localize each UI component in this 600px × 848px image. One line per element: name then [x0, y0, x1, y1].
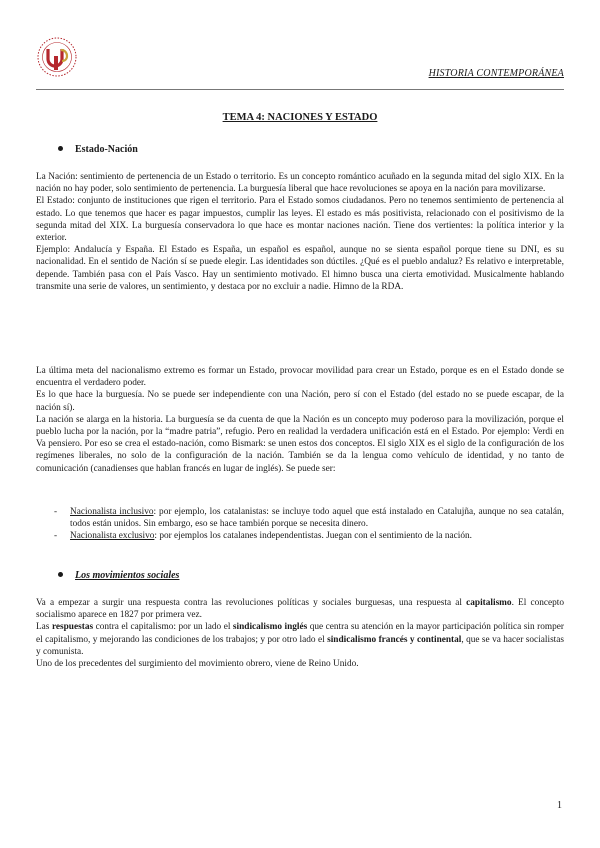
university-seal-icon [36, 36, 78, 78]
list-item [36, 506, 564, 530]
section-movimientos-body [36, 597, 564, 670]
course-title: HISTORIA CONTEMPORÁNEA [428, 68, 564, 79]
page-title: TEMA 4: NACIONES Y ESTADO [222, 112, 378, 123]
list-item-text: : por ejemplo, los catalanistas: se incluye todo aquel que está instalado en Catalujña, aunque no sea catalán, todos están unidos. Sin embargo, eso se hace también porque se necesita dinero. [70, 507, 564, 530]
dash-icon: - [54, 531, 58, 542]
section-heading-estado-nacion: Estado-Nación [58, 144, 138, 155]
paragraph: La última meta del nacionalismo extremo es formar un Estado, provocar movilidad para crear un Estado, porque es en el Estado donde se encuentra el verdadero poder. [36, 366, 564, 389]
list-item-term: Nacionalista inclusivo [70, 507, 154, 517]
list-item [36, 530, 564, 542]
paragraph: Uno de los precedentes del surgimiento del movimiento obrero, viene de Reino Unido. [36, 659, 359, 670]
paragraph: Las respuestas contra el capitalismo: por un lado el sindicalismo inglés que centra su atención en la mayor participación política sin romper el capitalismo, y mejorando las condiciones de los trabajos; y por otro lado el sindicalismo francés y continental, que se va hacer socialistas y comunista. [36, 622, 565, 657]
paragraph: La nación se alarga en la historia. La burguesía se da cuenta de que la Nación es un concepto muy poderoso para la movilización, porque el pueblo lucha por la nación, por la “madre patria”, refugio. Pero en realidad la verdadera unificación está en el Estado. Por ejemplo: Verdi en Va pensiero. Por eso se crea el estado-nación, como Bismark: se unen estos dos conceptos. El siglo XIX es el siglo de la configuración de los regímenes liberales, no solo de la configuración de la nación. También se da la lengua como vehículo de identidad, y no tanto de comunicación (canadienses que hablan francés en lugar de inglés). Se puede ser: [36, 414, 564, 474]
nationalist-list [36, 506, 564, 543]
paragraph: El Estado: conjunto de instituciones que rigen el territorio. Para el Estado somos ciudadanos. Pero no tenemos sentimiento de pertenencia al estado. Lo que tenemos que hacer es pagar impuestos, cumplir las leyes. El estado es más positivista, relacionado con el positivismo de la segunda mitad del XIX. La burguesía conservadora lo que hace es montar naciones nación. Tiene dos vertientes: la política interior y la exterior. [36, 196, 564, 244]
paragraph: Va a empezar a surgir una respuesta contra las revoluciones políticas y sociales burguesas, una respuesta al capitalismo. El concepto socialismo aparece en 1827 por primera vez. [36, 598, 564, 621]
dash-icon: - [54, 507, 58, 517]
bullet-icon [58, 572, 63, 577]
section-heading-movimientos-sociales: Los movimientos sociales [58, 570, 179, 581]
bullet-icon [58, 146, 63, 151]
list-item-term: Nacionalista exclusivo [70, 531, 155, 542]
header-divider [36, 89, 564, 90]
section-estado-nacion-body-b [36, 365, 564, 475]
paragraph: Es lo que hace la burguesía. No se puede ser independiente con una Nación, pero sí con el Estado (del estado no se puede escapar, de la nación sí). [36, 390, 564, 413]
section-estado-nacion-body-a [36, 171, 564, 293]
list-item-text: : por ejemplos los catalanes independentistas. Juegan con el sentimiento de la nación. [154, 531, 472, 542]
paragraph: Ejemplo: Andalucía y España. El Estado es España, un español es español, aunque no se sienta español porque tiene su DNI, es su nacionalidad. En el sentido de Nación sí se puede elegir. Las identidades son dúctiles. ¿Qué es el pueblo andaluz? Es relativo e interpretable, depende. También pasa con el País Vasco. Hay un sentimiento motivado. El himno busca una cierta emotividad. Musicalmente hablando transmite una serie de valores, un sentimiento, y destaca por no excluir a nadie. Himno de la RDA. [36, 245, 564, 292]
paragraph: La Nación: sentimiento de pertenencia de un Estado o territorio. Es un concepto romántico acuñado en la segunda mitad del siglo XIX. En la nación no hay poder, solo sentimiento de pertenencia. La burguesía liberal que hace revoluciones se apoya en la nación para movilizarse. [36, 172, 564, 195]
page-number: 1 [557, 800, 562, 811]
